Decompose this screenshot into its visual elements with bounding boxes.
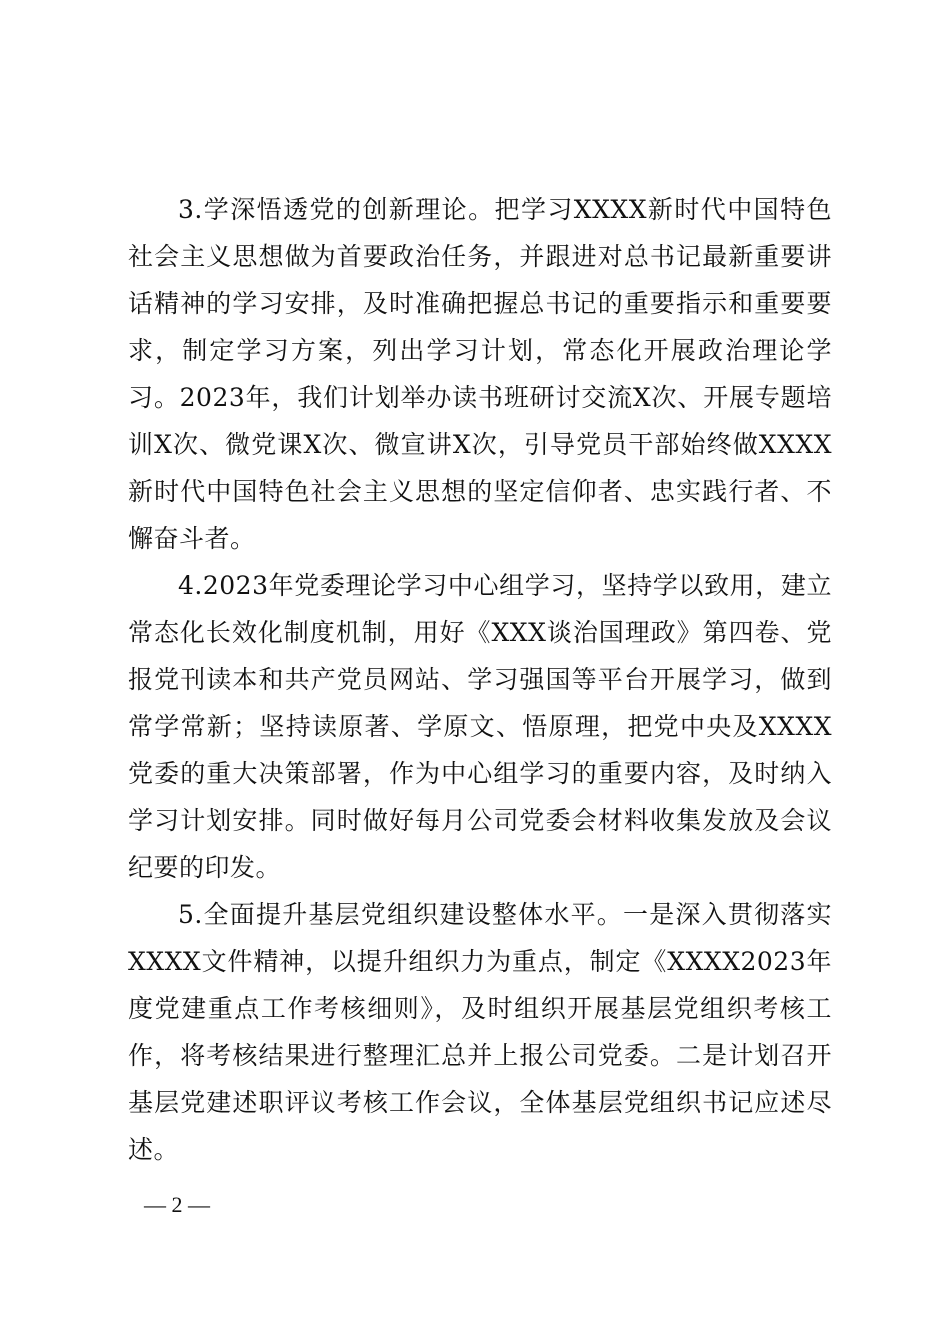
paragraph-4-central-group-study: 4.2023年党委理论学习中心组学习，坚持学以致用，建立常态化长效化制度机制，用好《XXX谈治国理政》第四卷、党报党刊读本和共产党员网站、学习强国等平台开展学习，做到常学常新；坚持读原著、学原文、悟原理，把党中央及XXXX党委的重大决策部署，作为中心组学习的重要内容，及时纳入学习计划安排。同时做好每月公司党委会材料收集发放及会议纪要的印发。 <box>128 571 832 882</box>
paragraph-3-theory-study: 3.学深悟透党的创新理论。把学习XXXX新时代中国特色社会主义思想做为首要政治任务，并跟进对总书记最新重要讲话精神的学习安排，及时准确把握总书记的重要指示和重要要求，制定学习方案，列出学习计划，常态化开展政治理论学习。2023年，我们计划举办读书班研讨交流X次、开展专题培训X次、微党课X次、微宣讲X次，引导党员干部始终做XXXX新时代中国特色社会主义思想的坚定信仰者、忠实践行者、不懈奋斗者。 <box>128 195 832 553</box>
page-number: — 2 — <box>144 1192 210 1217</box>
document-body <box>128 186 832 1173</box>
paragraph-5-grassroots-organization: 5.全面提升基层党组织建设整体水平。一是深入贯彻落实XXXX文件精神，以提升组织力为重点，制定《XXXX2023年度党建重点工作考核细则》，及时组织开展基层党组织考核工作，将考核结果进行整理汇总并上报公司党委。二是计划召开基层党建述职评议考核工作会议，全体基层党组织书记应述尽述。 <box>128 900 832 1164</box>
